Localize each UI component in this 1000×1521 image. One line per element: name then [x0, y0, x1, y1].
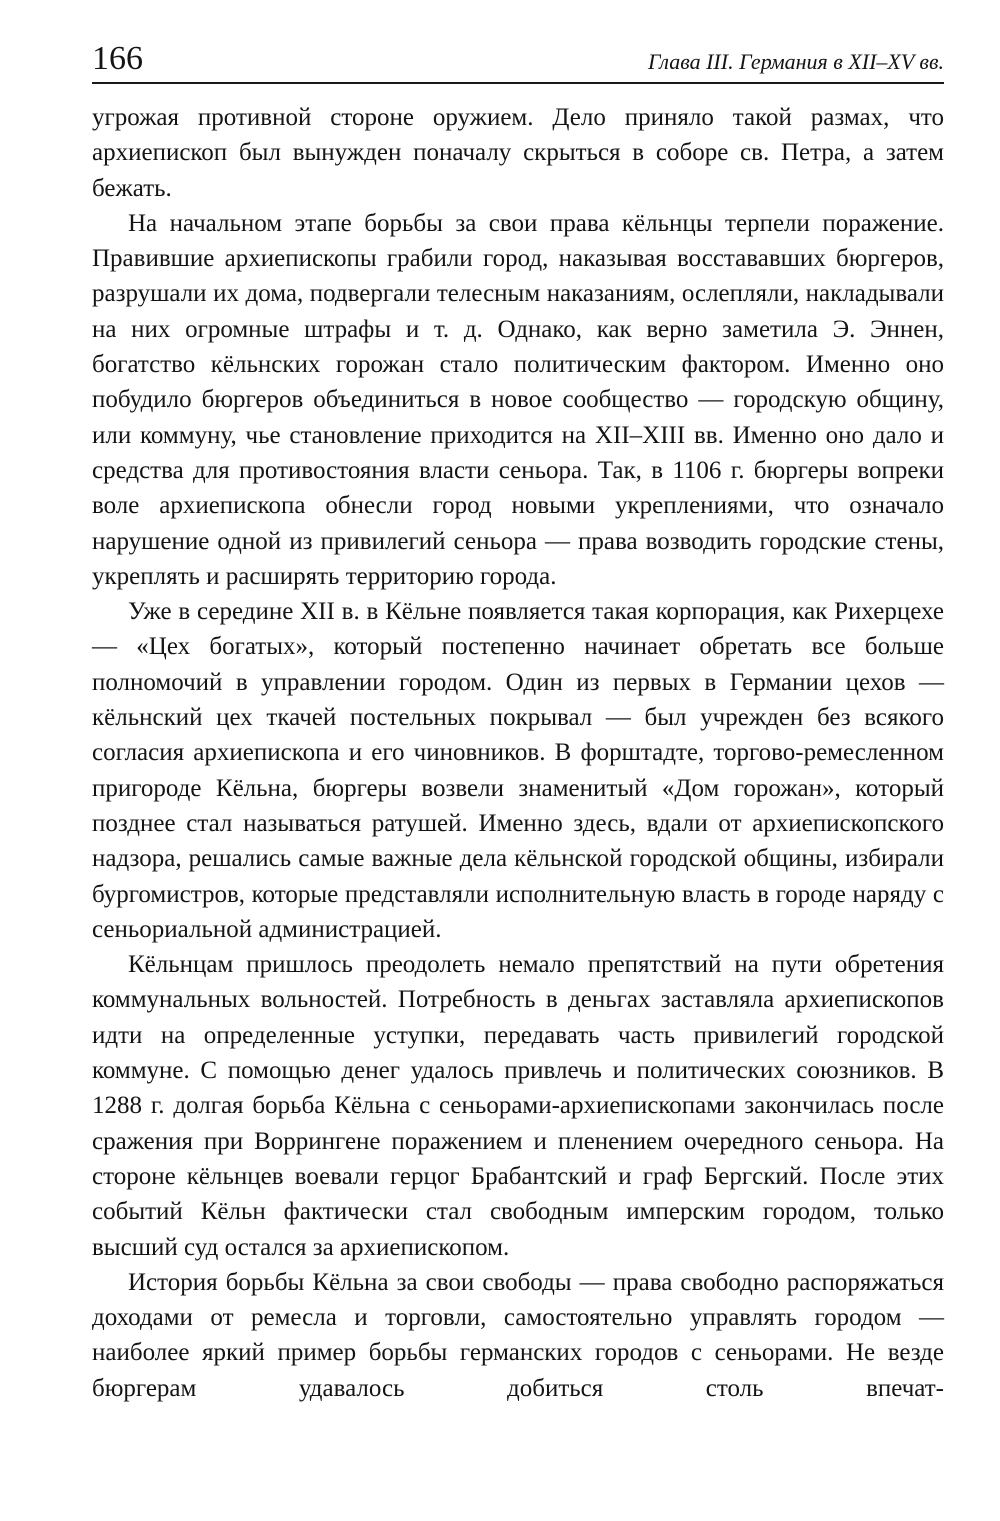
paragraph: угрожая противной стороне оружием. Дело приняло такой размах, что архиепископ был вынужден поначалу скрыться в соборе св. Петра, а затем бежать.: [92, 104, 944, 202]
running-title: Глава III. Германия в XII–XV вв.: [647, 49, 944, 74]
body-text: [92, 100, 944, 1406]
page-number: 166: [92, 40, 143, 77]
book-page: [92, 36, 944, 1406]
page-header: [92, 36, 944, 84]
paragraph: Кёльнцам пришлось преодолеть немало препятствий на пути обретения коммунальных вольностей. Потребность в деньгах заставляла архиепископов идти на определенные уступки, передавать часть привилегий городской коммуне. С помощью денег удалось привлечь и политических союзников. В 1288 г. долгая борьба Кёльна с сеньорами-архиепископами закончилась после сражения при Воррингене поражением и пленением очередного сеньора. На стороне кёльнцев воевали герцог Брабантский и граф Бергский. После этих событий Кёльн фактически стал свободным имперским городом, только высший суд остался за архиепископом.: [92, 951, 944, 1261]
paragraph: История борьбы Кёльна за свои свободы — права свободно распоряжаться доходами от ремесла и торговли, самостоятельно управлять городом — наиболее яркий пример борьбы германских городов с сеньорами. Не везде бюргерам удавалось добиться столь впечат-: [92, 1268, 944, 1402]
paragraph: На начальном этапе борьбы за свои права кёльнцы терпели поражение. Правившие архиепископы грабили город, наказывая восстававших бюргеров, разрушали их дома, подвергали телесным наказаниям, ослепляли, накладывали на них огромные штрафы и т. д. Однако, как верно заметила Э. Эннен, богатство кёльнских горожан стало политическим фактором. Именно оно побудило бюргеров объединиться в новое сообщество — городскую общину, или коммуну, чье становление приходится на XII–XIII вв. Именно оно дало и средства для противостояния власти сеньора. Так, в 1106 г. бюргеры вопреки воле архиепископа обнесли город новыми укреплениями, что означало нарушение одной из привилегий сеньора — права возводить городские стены, укреплять и расширять территорию города.: [92, 209, 944, 590]
paragraph: Уже в середине XII в. в Кёльне появляется такая корпорация, как Рихерцехе — «Цех богатых», который постепенно начинает обретать все больше полномочий в управлении городом. Один из первых в Германии цехов — кёльнский цех ткачей постельных покрывал — был учрежден без всякого согласия архиепископа и его чиновников. В форштадте, торгово-ремесленном пригороде Кёльна, бюргеры возвели знаменитый «Дом горожан», который позднее стал называться ратушей. Именно здесь, вдали от архиепископского надзора, решались самые важные дела кёльнской городской общины, избирали бургомистров, которые представляли исполнительную власть в городе наряду с сеньориальной администрацией.: [92, 598, 944, 943]
